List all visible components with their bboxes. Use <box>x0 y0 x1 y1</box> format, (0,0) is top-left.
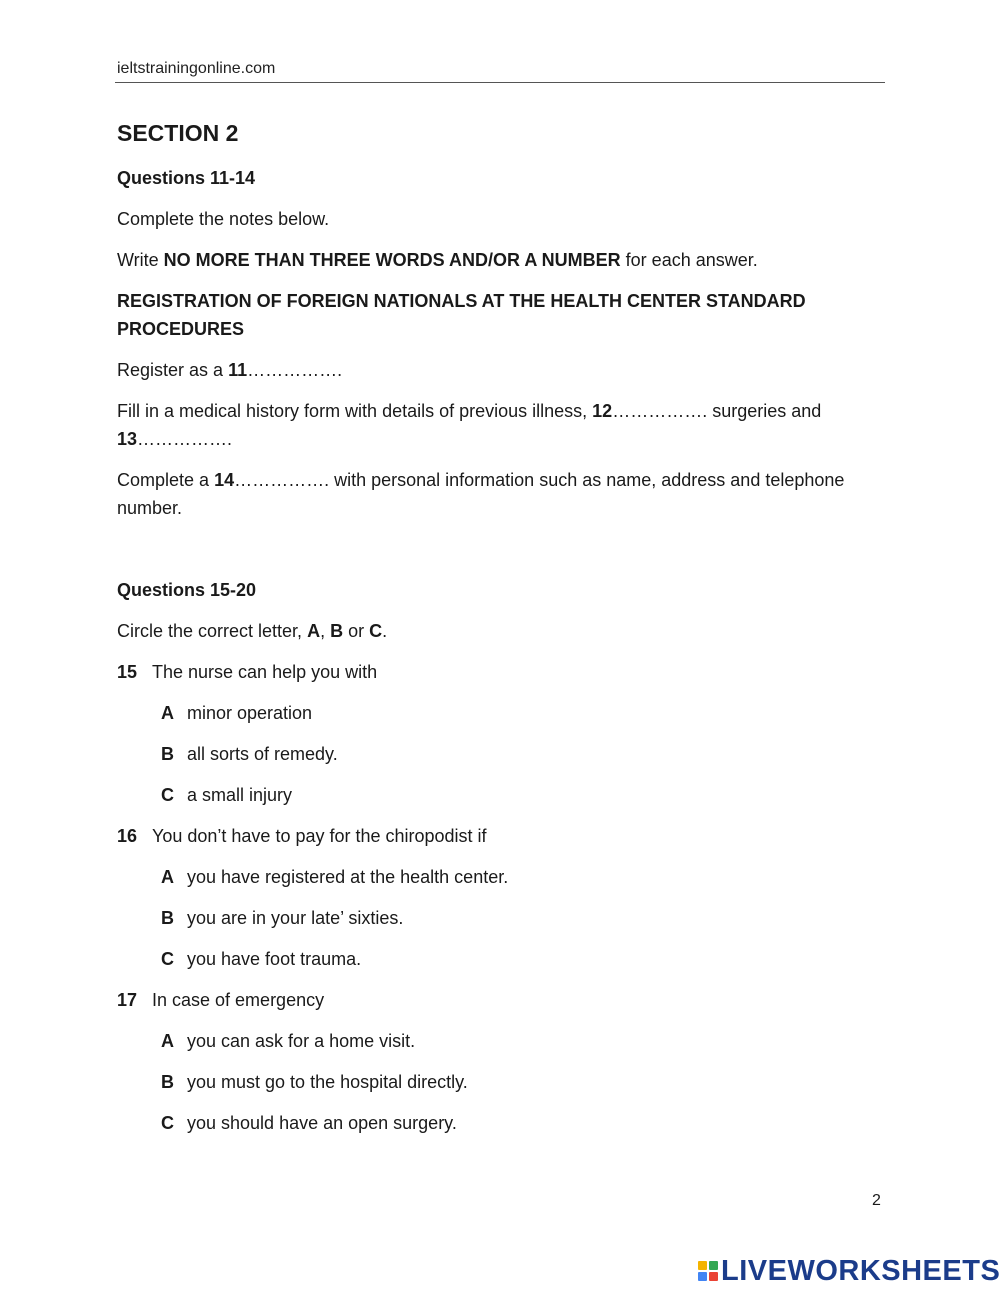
blank-number-13: 13 <box>117 429 138 449</box>
logo-cube-v <box>698 1272 707 1281</box>
option-letter[interactable]: C <box>161 785 174 805</box>
note-line-13 <box>117 429 232 450</box>
question-15 <box>117 662 377 683</box>
header-divider <box>115 82 885 83</box>
instruction-circle-letter <box>117 621 387 642</box>
instruction-text: or <box>343 621 370 641</box>
logo-cube-l <box>698 1261 707 1270</box>
note-text: Register as a <box>117 360 229 380</box>
letter-c: C <box>369 621 383 641</box>
liveworksheets-logo <box>698 1257 1000 1285</box>
option-letter[interactable]: B <box>161 1072 174 1092</box>
option-17-b[interactable] <box>161 1072 468 1093</box>
note-text: Fill in a medical history form with details of previous illness, <box>117 401 593 421</box>
option-text: you have foot trauma. <box>187 949 362 969</box>
section-title: SECTION 2 <box>117 120 239 146</box>
note-line-12 <box>117 401 821 422</box>
logo-cubes-icon <box>698 1261 718 1281</box>
note-line-11 <box>117 360 342 381</box>
option-letter[interactable]: A <box>161 703 174 723</box>
note-line-14-continued: number. <box>117 498 183 518</box>
instruction-bold-text: NO MORE THAN THREE WORDS AND/OR A NUMBER <box>163 250 621 270</box>
instruction-text: for each answer. <box>620 250 758 270</box>
instruction-text: Write <box>117 250 164 270</box>
question-16 <box>117 826 487 847</box>
site-header: ieltstrainingonline.com <box>117 60 276 77</box>
letter-b: B <box>330 621 344 641</box>
option-text: you are in your late’ sixties. <box>187 908 404 928</box>
option-letter[interactable]: B <box>161 908 174 928</box>
option-17-a[interactable] <box>161 1031 415 1052</box>
option-letter[interactable]: A <box>161 1031 174 1051</box>
page-number: 2 <box>872 1192 881 1209</box>
question-number: 17 <box>117 990 138 1010</box>
option-16-c[interactable] <box>161 949 361 970</box>
option-text: all sorts of remedy. <box>187 744 338 764</box>
option-text: you have registered at the health center. <box>187 867 509 887</box>
answer-blank-14[interactable]: ……………. with personal information such as name, address and telephone <box>234 470 845 490</box>
option-17-c[interactable] <box>161 1113 457 1134</box>
logo-cube-i <box>709 1261 718 1270</box>
answer-blank-13[interactable]: ……………. <box>137 429 233 449</box>
option-15-c[interactable] <box>161 785 292 806</box>
question-text: In case of emergency <box>152 990 325 1010</box>
option-text: minor operation <box>187 703 313 723</box>
option-text: a small injury <box>187 785 293 805</box>
option-letter[interactable]: C <box>161 1113 174 1133</box>
instruction-text: . <box>382 621 388 641</box>
question-number: 15 <box>117 662 138 682</box>
logo-cube-e <box>709 1272 718 1281</box>
option-15-b[interactable] <box>161 744 338 765</box>
option-letter[interactable]: A <box>161 867 174 887</box>
instruction-complete-notes: Complete the notes below. <box>117 209 330 229</box>
notes-title-line1: REGISTRATION OF FOREIGN NATIONALS AT THE HEALTH CENTER STANDARD <box>117 291 806 311</box>
option-15-a[interactable] <box>161 703 312 724</box>
answer-blank-11[interactable]: ……………. <box>247 360 343 380</box>
option-16-b[interactable] <box>161 908 403 929</box>
instruction-text: Circle the correct letter, <box>117 621 308 641</box>
option-text: you can ask for a home visit. <box>187 1031 416 1051</box>
question-text: The nurse can help you with <box>152 662 378 682</box>
option-letter[interactable]: B <box>161 744 174 764</box>
letter-a: A <box>307 621 321 641</box>
option-letter[interactable]: C <box>161 949 174 969</box>
question-17 <box>117 990 324 1011</box>
instruction-text: , <box>320 621 331 641</box>
questions-11-14-heading: Questions 11-14 <box>117 168 256 188</box>
blank-number-12: 12 <box>592 401 613 421</box>
question-text: You don’t have to pay for the chiropodist if <box>152 826 487 846</box>
note-line-14 <box>117 470 844 491</box>
option-text: you must go to the hospital directly. <box>187 1072 468 1092</box>
instruction-word-limit <box>117 250 758 271</box>
blank-number-11: 11 <box>228 360 248 380</box>
questions-15-20-heading: Questions 15-20 <box>117 580 257 600</box>
option-16-a[interactable] <box>161 867 508 888</box>
notes-title-line2: PROCEDURES <box>117 319 245 339</box>
question-number: 16 <box>117 826 138 846</box>
option-text: you should have an open surgery. <box>187 1113 457 1133</box>
blank-number-14: 14 <box>214 470 235 490</box>
logo-text: LIVEWORKSHEETS <box>721 1255 1000 1287</box>
answer-blank-12[interactable]: ……………. surgeries and <box>612 401 822 421</box>
note-text: Complete a <box>117 470 215 490</box>
